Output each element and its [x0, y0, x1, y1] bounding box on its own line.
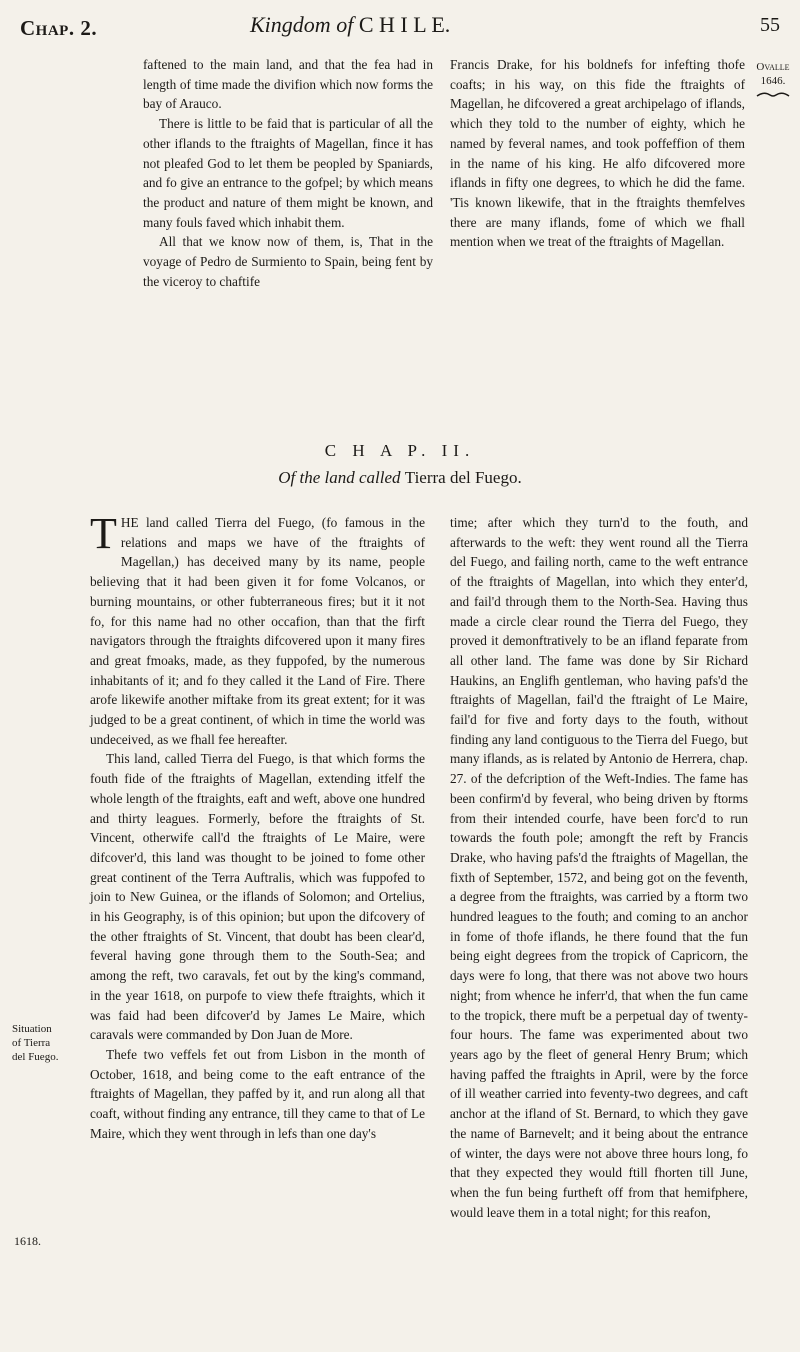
- chapter-label: Chap. 2.: [20, 16, 98, 40]
- column-top-right: [450, 55, 745, 252]
- subtitle-plain: Tierra del Fuego.: [404, 468, 522, 487]
- paragraph: This land, called Tierra del Fuego, is that which forms the fouth fide of the ftraights of Magellan, extending itfelf the whole length of the ftraights, eaft and weft, above one hundred and thirty leagues. Formerly, before the ftraights of St. Vincent, otherwife call'd the ftraights of Le Maire, were difcover'd, this land was thought to be joined to fome other great continent of the Terra Auftralis, which was fuppofed to join to New Guinea, or the iflands of Solomon; and Ortelius, in his Geography, is of this opinion; but upon the difcovery of the other ftraights of St. Vincent, that doubt has been clear'd, feveral having gone through them to the South-Sea; and among the reft, two caravals, fet out by the king's command, in the year 1618, on purpofe to view thefe ftraights, which it was faid had been difcover'd by James Le Maire, which caravals were commanded by Don Juan de More.: [90, 751, 425, 1043]
- margin-note-year: 1618.: [14, 1234, 41, 1248]
- page-number: 55: [760, 14, 780, 36]
- title-of: of: [330, 12, 359, 37]
- paragraph-text: HE land called Tierra del Fuego, (fo famous in the relations and maps we have of the ftraights of Magellan,) has deceived many by its name, people believing that it had been given it for fome Volcanos, or burning mountains, or other fubterraneous fires; but it it not fo, for this name had no other occafion, than that the firft navigators through the ftraights difcovered upon it many fires and great fmoaks, made, as they fuppofed, by the numerous inhabitants of it; and fo they called it the Land of Fire. There arofe likewife another miftake from its great extent; for it was judged to be a great continent, of which in time the world was undeceived, as we fhall fee hereafter.: [90, 515, 425, 747]
- column-bottom-right: [450, 513, 748, 1222]
- paragraph: All that we know now of them, is, That in the voyage of Pedro de Surmiento to Spain, being fent by the viceroy to chaftife: [143, 234, 433, 289]
- margin-ovalle-year: 1646.: [760, 75, 786, 87]
- paragraph: time; after which they turn'd to the fouth, and afterwards to the weft: they went round all the Tierra del Fuego, and failing north, came to the weft entrance of the ftraights of Magellan, into which they enter'd, and fail'd through them to the North-Sea. Having thus made a circle clear round the Tierra del Fuego, they proved it demonftratively to be an ifland feparate from all other land. The fame was done by Sir Richard Haukins, an Englifh gentleman, who having pafs'd the ftraights of Magellan, fail'd the ftraight of Le Maire, fail'd for five and forty days to the fouth, without finding any land contiguous to the Tierra del Fuego, but many iflands, as is related by Antonio de Herrera, chap. 27. of the defcription of the Weft-Indies. The fame has been confirm'd by feveral, who being driven by ftorms from their intended courfe, have been forc'd to run towards the fouth pole; amongft the reft by Francis Drake, who having pafs'd the ftraights of Magellan, the fixth of September, 1572, and being got on the feventh, a degree from the ftraights, was carried by a ftorm two hundred leagues to the fouth; and coming to an anchor in fome of thofe iflands, he there found that the fun being eight degrees from the tropick of Capricorn, the days were fo long, that there was not above two hours night; from whence he inferr'd, that when the fun came to the tropick, there muft be a perpetual day of twenty-four hours. The fame was experimented about two years ago by the fleet of general Henry Brum; which having paffed the ftraights in April, were by the force of ill weather carried into feventy-two degrees, and caft anchor at the ifland of St. Bernard, to which they gave the name of Barnevelt; and it being about the entrance of winter, the days were not above three hours long, fo that they expected they would ftill fhorten till June, when the fun being furtheft off from that hemifphere, would leave them in a total night; for this reafon,: [450, 515, 748, 1220]
- column-top-left: [143, 55, 433, 291]
- margin-line: Situation: [12, 1023, 52, 1035]
- margin-note-ovalle: [756, 60, 790, 98]
- margin-line: of Tierra: [12, 1037, 51, 1049]
- paragraph: faftened to the main land, and that the fea had in length of time made the divifion which now forms the bay of Arauco.: [143, 57, 433, 112]
- paragraph: Francis Drake, for his boldnefs for infefting thofe coafts; in his way, on this fide the ftraights of Magellan, he difcovered a great archipelago of iflands, which they told to the number of eighty, which he named by feveral names, and took poffeffion of them in the name of his king. He alfo difcovered more iflands in fifty one degrees, to which he did the fame. 'Tis known likewife, that in the ftraights themfelves there are many iflands, fome of which we fhall mention when we treat of the ftraights of Magellan.: [450, 57, 745, 250]
- paragraph: [90, 509, 425, 749]
- ornament-icon: [756, 90, 790, 98]
- paragraph: There is little to be faid that is particular of all the other iflands to the ftraights of Magellan, fince it has not pleafed God to let them be peopled by Spaniards, and fo give an entrance to the gofpel; by which means the product and nature of them might be known, and many fouls faved which inhabit them.: [143, 116, 433, 230]
- margin-note-situation: [12, 1022, 58, 1064]
- title-main: C H I L E.: [358, 12, 451, 37]
- subtitle-italic: Of the land called: [278, 468, 401, 487]
- page-title: [250, 12, 450, 38]
- running-header: [20, 12, 780, 46]
- column-bottom-left: [90, 509, 425, 1144]
- margin-ovalle-name: Ovalle: [756, 61, 790, 73]
- paragraph: Thefe two veffels fet out from Lisbon in the month of October, 1618, and being come to the eaft entrance of the ftraights of Magellan, they paffed by it, and run along all that coaft, without finding any entrance, till they came to that of Le Maire, which they went through in lefs than one day's: [90, 1046, 425, 1141]
- chapter-subtitle: [0, 468, 800, 488]
- margin-line: del Fuego.: [12, 1051, 59, 1063]
- drop-cap: T: [90, 509, 117, 558]
- title-prefix: Kingdom: [250, 12, 331, 37]
- chapter-heading: C H A P. II.: [324, 441, 476, 460]
